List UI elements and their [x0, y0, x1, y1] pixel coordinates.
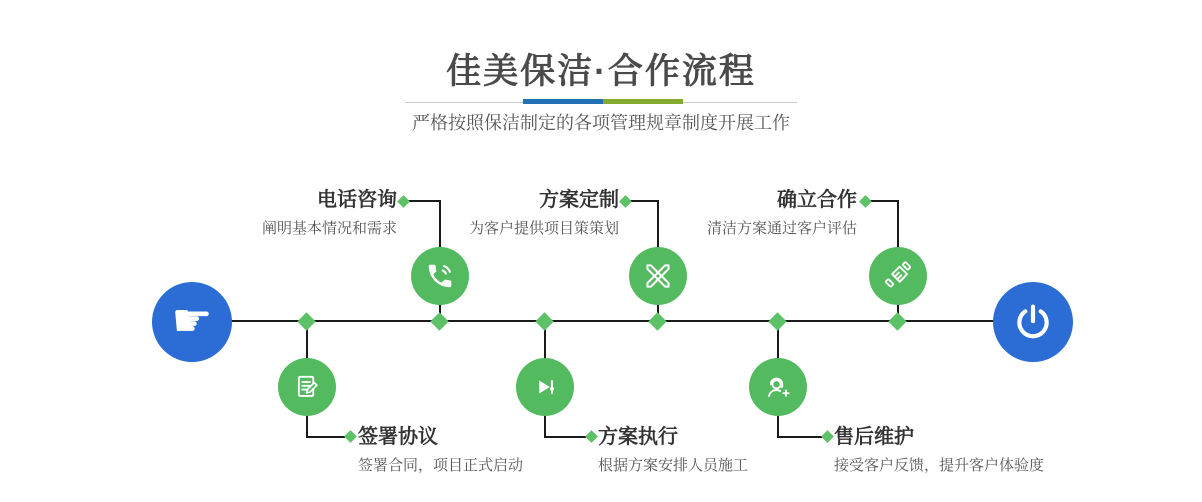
- phone-icon: [425, 261, 455, 291]
- page-subtitle: 严格按照保洁制定的各项管理规章制度开展工作: [412, 113, 790, 133]
- step-label-phone: [262, 189, 397, 238]
- title-divider-blue-segment: [523, 99, 603, 104]
- timeline-node-diamond: [535, 312, 553, 330]
- step-desc: 阐明基本情况和需求: [261, 220, 397, 237]
- label-diamond: [585, 430, 598, 443]
- step-node-design: [629, 247, 687, 305]
- step-label-cooperation: [707, 189, 857, 238]
- connector-hline-step2: [307, 436, 345, 438]
- connector-hline-step4: [545, 436, 586, 438]
- label-diamond: [619, 195, 632, 208]
- design-tools-icon: [643, 261, 673, 291]
- timeline-node-diamond: [297, 312, 315, 330]
- step-node-service: [749, 358, 807, 416]
- label-diamond: [397, 195, 410, 208]
- step-title: 方案执行: [598, 426, 678, 448]
- handshake-icon: [882, 260, 914, 292]
- step-node-phone: [411, 247, 469, 305]
- step-node-execute: [516, 358, 574, 416]
- step-node-handshake: [869, 247, 927, 305]
- connector-hline-step6: [778, 436, 822, 438]
- flow-start-node: [152, 282, 232, 362]
- timeline-node-diamond: [430, 312, 448, 330]
- connector-hline-step3: [629, 200, 659, 202]
- step-label-contract: [358, 426, 523, 475]
- timeline-node-diamond: [888, 312, 906, 330]
- step-label-service: [834, 426, 1044, 475]
- customer-service-icon: [763, 372, 793, 402]
- connector-hline-step5: [869, 200, 899, 202]
- step-title: 签署协议: [358, 426, 438, 448]
- connector-hline-step1: [407, 200, 441, 202]
- hand-pointer-icon: ☛: [171, 293, 213, 347]
- play-execute-icon: [530, 372, 560, 402]
- power-icon: [1012, 301, 1054, 343]
- timeline-node-diamond: [768, 312, 786, 330]
- step-title: 电话咨询: [317, 189, 397, 211]
- step-title: 方案定制: [539, 189, 619, 211]
- timeline-node-diamond: [648, 312, 666, 330]
- step-desc: 根据方案安排人员施工: [598, 457, 749, 474]
- step-node-contract: [278, 358, 336, 416]
- label-diamond: [821, 430, 834, 443]
- step-desc: 清洁方案通过客户评估: [706, 220, 857, 237]
- label-diamond: [859, 195, 872, 208]
- step-title: 售后维护: [834, 426, 914, 448]
- step-desc: 签署合同，项目正式启动: [358, 457, 524, 474]
- page-title: 佳美保洁·合作流程: [446, 52, 756, 91]
- step-desc: 接受客户反馈，提升客户体验度: [834, 457, 1045, 474]
- contract-sign-icon: [292, 372, 322, 402]
- step-label-execute: [598, 426, 748, 475]
- flow-end-node: [993, 282, 1073, 362]
- step-title: 确立合作: [777, 189, 857, 211]
- title-divider-green-segment: [603, 99, 683, 104]
- label-diamond: [344, 430, 357, 443]
- step-desc: 为客户提供项目策策划: [468, 220, 619, 237]
- timeline-main-line: [230, 320, 995, 322]
- step-label-design: [469, 189, 619, 238]
